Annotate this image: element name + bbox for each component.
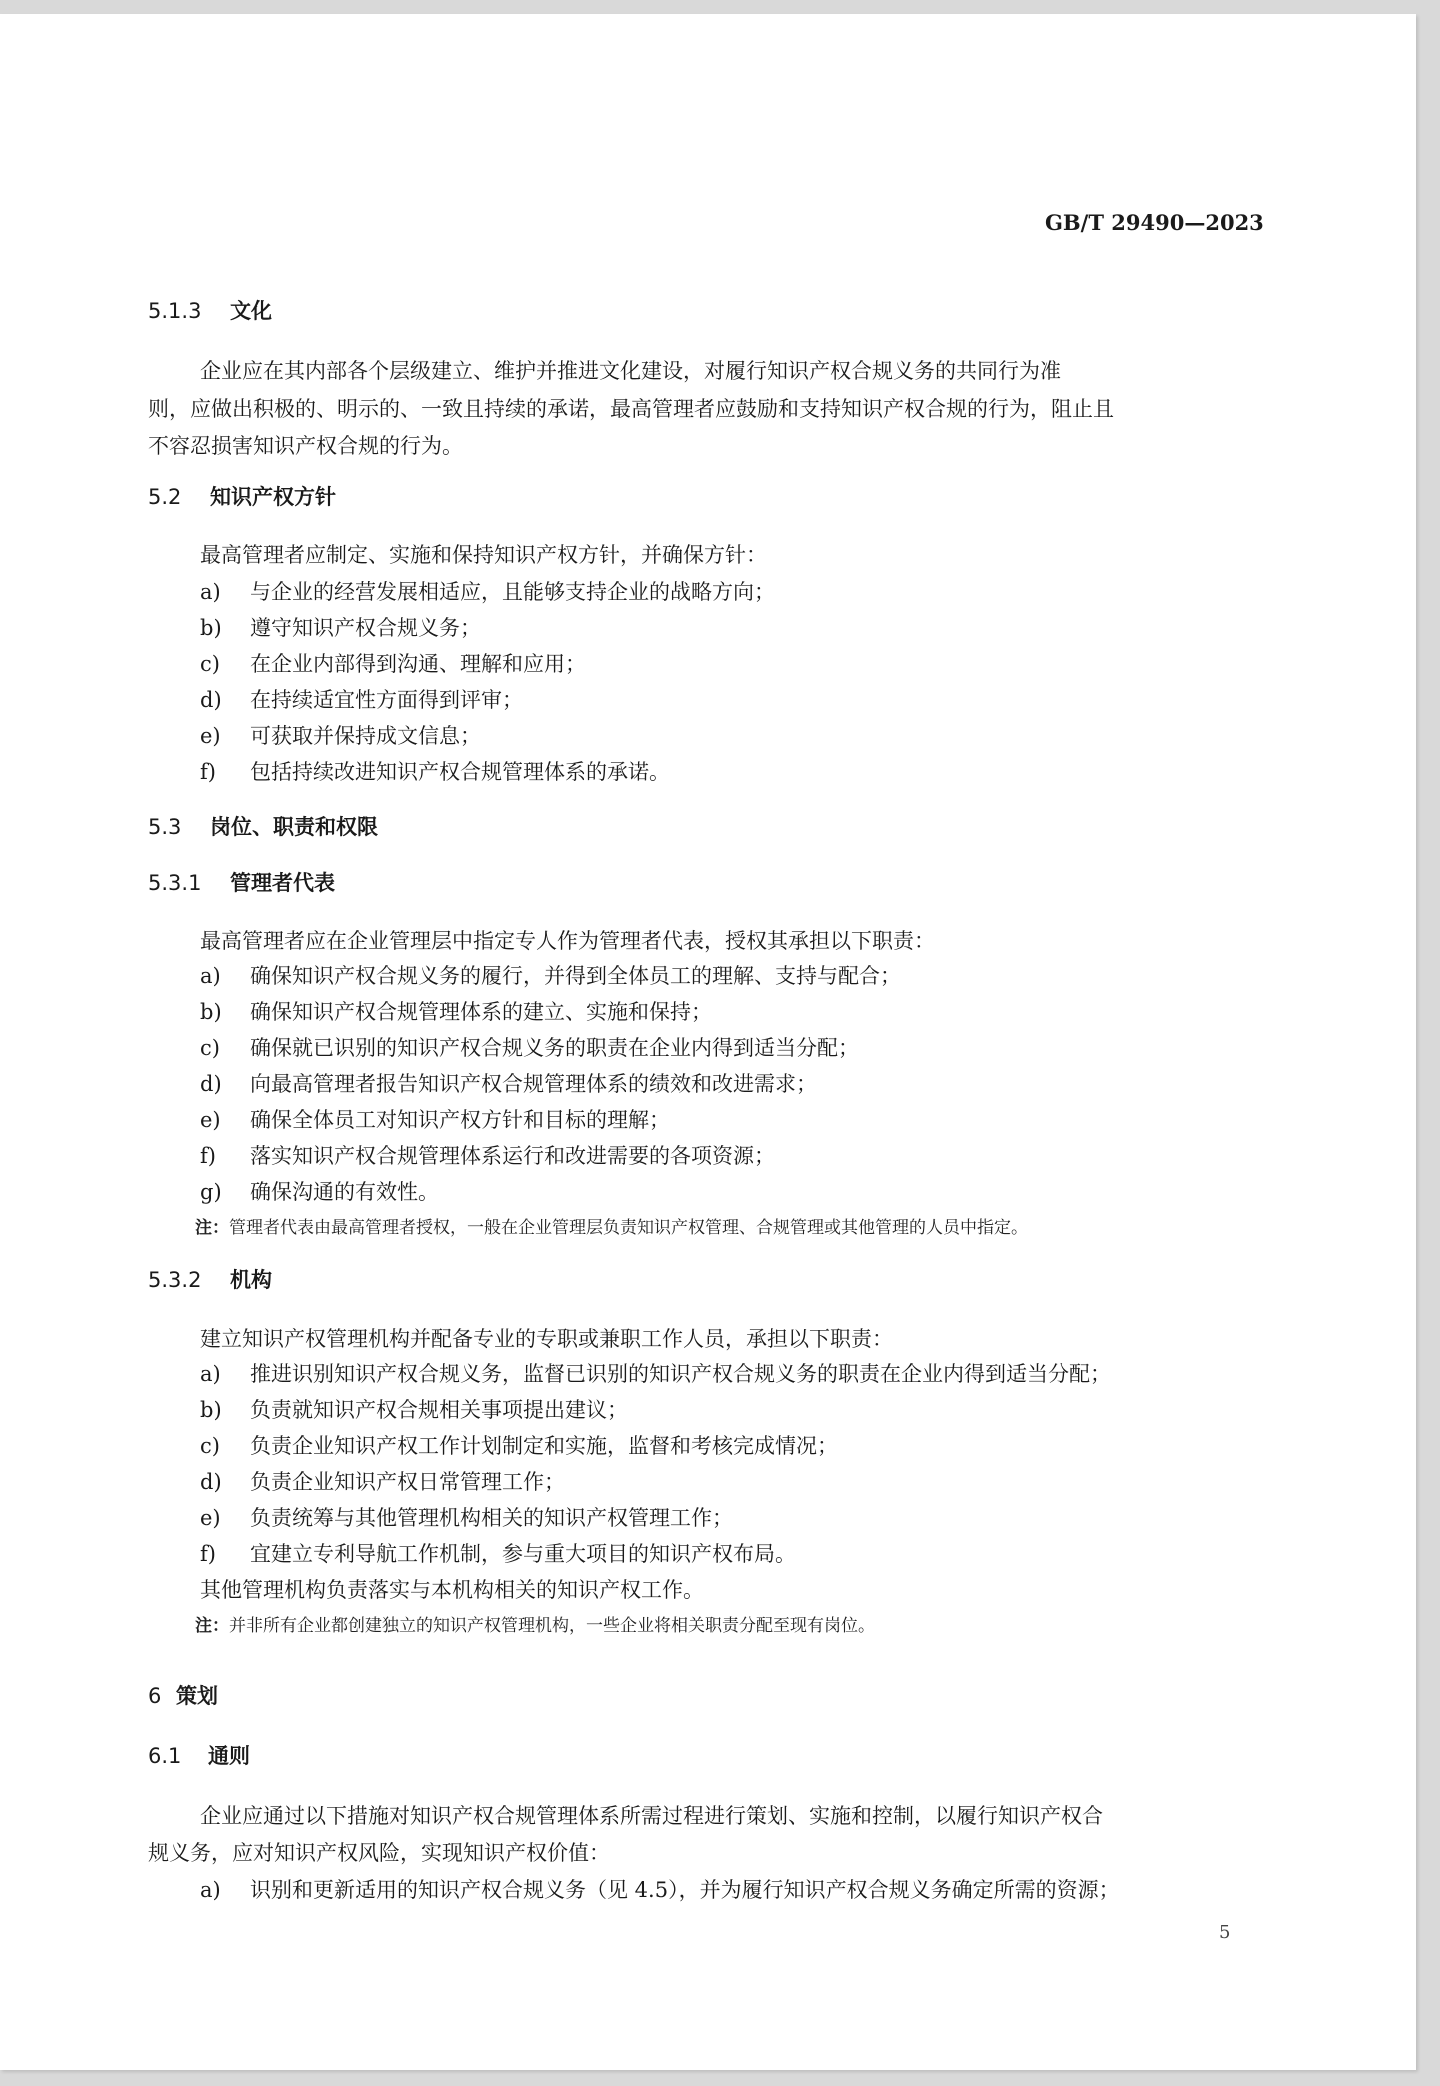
list-text: 与企业的经营发展相适应，且能够支持企业的战略方向； bbox=[250, 580, 775, 604]
section-title: 策划 bbox=[176, 1684, 218, 1708]
list-letter: a) bbox=[200, 580, 221, 604]
list-letter: f) bbox=[200, 760, 216, 784]
list-letter: f) bbox=[200, 1542, 216, 1566]
list-text: 推进识别知识产权合规义务，监督已识别的知识产权合规义务的职责在企业内得到适当分配； bbox=[250, 1362, 1111, 1386]
section-title: 岗位、职责和权限 bbox=[210, 815, 378, 839]
list-letter: e) bbox=[200, 1506, 221, 1530]
note bbox=[195, 1213, 1028, 1238]
section-number: 5.3.2 bbox=[148, 1268, 202, 1292]
section-number: 6.1 bbox=[148, 1744, 182, 1768]
list-letter: d) bbox=[200, 1072, 222, 1096]
paragraph-line: 规义务，应对知识产权风险，实现知识产权价值： bbox=[148, 1841, 610, 1865]
list-letter: e) bbox=[200, 724, 221, 748]
page-number: 5 bbox=[1219, 1922, 1231, 1943]
list-letter: c) bbox=[200, 1434, 220, 1458]
paragraph-line: 企业应在其内部各个层级建立、维护并推进文化建设，对履行知识产权合规义务的共同行为准 bbox=[200, 359, 1061, 383]
list-letter: b) bbox=[200, 1000, 222, 1024]
list-item bbox=[200, 996, 712, 1026]
note-label: 注： bbox=[195, 1616, 229, 1636]
list-letter: a) bbox=[200, 1878, 221, 1902]
list-text: 确保沟通的有效性。 bbox=[250, 1180, 439, 1204]
list-letter: f) bbox=[200, 1144, 216, 1168]
section-heading-6 bbox=[148, 1680, 218, 1710]
section-heading-5-3-1 bbox=[148, 867, 335, 897]
paragraph-line: 最高管理者应制定、实施和保持知识产权方针，并确保方针： bbox=[200, 543, 767, 567]
list-text: 确保知识产权合规义务的履行，并得到全体员工的理解、支持与配合； bbox=[250, 964, 901, 988]
section-number: 5.3.1 bbox=[148, 871, 202, 895]
list-text: 确保知识产权合规管理体系的建立、实施和保持； bbox=[250, 1000, 712, 1024]
list-letter: c) bbox=[200, 652, 220, 676]
note-text: 并非所有企业都创建独立的知识产权管理机构，一些企业将相关职责分配至现有岗位。 bbox=[229, 1616, 875, 1636]
section-title: 文化 bbox=[230, 299, 272, 323]
list-item bbox=[200, 1104, 670, 1134]
section-number: 5.2 bbox=[148, 485, 182, 509]
list-item bbox=[200, 1502, 733, 1532]
list-text: 负责统筹与其他管理机构相关的知识产权管理工作； bbox=[250, 1506, 733, 1530]
section-heading-5-3-2 bbox=[148, 1264, 272, 1294]
list-item bbox=[200, 1538, 796, 1568]
list-text: 在企业内部得到沟通、理解和应用； bbox=[250, 652, 586, 676]
section-heading-5-1-3 bbox=[148, 295, 272, 325]
section-heading-6-1 bbox=[148, 1740, 250, 1770]
paragraph-line: 企业应通过以下措施对知识产权合规管理体系所需过程进行策划、实施和控制，以履行知识产权合 bbox=[200, 1804, 1103, 1828]
section-title: 管理者代表 bbox=[230, 871, 335, 895]
list-text: 落实知识产权合规管理体系运行和改进需要的各项资源； bbox=[250, 1144, 775, 1168]
section-number: 6 bbox=[148, 1684, 162, 1708]
list-text: 遵守知识产权合规义务； bbox=[250, 616, 481, 640]
list-item bbox=[200, 1358, 1111, 1388]
list-letter: g) bbox=[200, 1180, 222, 1204]
list-letter: d) bbox=[200, 1470, 222, 1494]
list-text: 识别和更新适用的知识产权合规义务（见 4.5），并为履行知识产权合规义务确定所需的资源； bbox=[250, 1878, 1120, 1902]
list-text: 确保就已识别的知识产权合规义务的职责在企业内得到适当分配； bbox=[250, 1036, 859, 1060]
paragraph-line: 不容忍损害知识产权合规的行为。 bbox=[148, 434, 463, 458]
list-item bbox=[200, 684, 523, 714]
list-letter: e) bbox=[200, 1108, 221, 1132]
list-text: 可获取并保持成文信息； bbox=[250, 724, 481, 748]
list-item bbox=[200, 1032, 859, 1062]
list-letter: a) bbox=[200, 1362, 221, 1386]
list-item bbox=[200, 1394, 628, 1424]
list-letter: a) bbox=[200, 964, 221, 988]
list-text: 宜建立专利导航工作机制，参与重大项目的知识产权布局。 bbox=[250, 1542, 796, 1566]
list-text: 负责企业知识产权日常管理工作； bbox=[250, 1470, 565, 1494]
list-item bbox=[200, 1466, 565, 1496]
paragraph-line: 最高管理者应在企业管理层中指定专人作为管理者代表，授权其承担以下职责： bbox=[200, 929, 935, 953]
list-text: 包括持续改进知识产权合规管理体系的承诺。 bbox=[250, 760, 670, 784]
list-letter: c) bbox=[200, 1036, 220, 1060]
list-item bbox=[200, 1140, 775, 1170]
list-item bbox=[200, 648, 586, 678]
section-number: 5.3 bbox=[148, 815, 182, 839]
list-text: 确保全体员工对知识产权方针和目标的理解； bbox=[250, 1108, 670, 1132]
list-item bbox=[200, 1430, 838, 1460]
list-letter: d) bbox=[200, 688, 222, 712]
document-page bbox=[0, 14, 1416, 2070]
section-title: 通则 bbox=[208, 1744, 250, 1768]
list-item bbox=[200, 1068, 817, 1098]
section-number: 5.1.3 bbox=[148, 299, 202, 323]
note-label: 注： bbox=[195, 1218, 229, 1238]
note-text: 管理者代表由最高管理者授权，一般在企业管理层负责知识产权管理、合规管理或其他管理的人员中指定。 bbox=[229, 1218, 1028, 1238]
section-heading-5-2 bbox=[148, 481, 336, 511]
list-item bbox=[200, 1874, 1120, 1904]
list-text: 负责就知识产权合规相关事项提出建议； bbox=[250, 1398, 628, 1422]
section-title: 知识产权方针 bbox=[210, 485, 336, 509]
list-letter: b) bbox=[200, 616, 222, 640]
list-text: 负责企业知识产权工作计划制定和实施，监督和考核完成情况； bbox=[250, 1434, 838, 1458]
section-title: 机构 bbox=[230, 1268, 272, 1292]
paragraph-line: 其他管理机构负责落实与本机构相关的知识产权工作。 bbox=[200, 1578, 704, 1602]
list-item bbox=[200, 576, 775, 606]
section-heading-5-3 bbox=[148, 811, 378, 841]
list-letter: b) bbox=[200, 1398, 222, 1422]
list-item bbox=[200, 1176, 439, 1206]
list-text: 在持续适宜性方面得到评审； bbox=[250, 688, 523, 712]
list-item bbox=[200, 960, 901, 990]
list-text: 向最高管理者报告知识产权合规管理体系的绩效和改进需求； bbox=[250, 1072, 817, 1096]
note bbox=[195, 1611, 875, 1636]
list-item bbox=[200, 720, 481, 750]
paragraph-line: 则，应做出积极的、明示的、一致且持续的承诺，最高管理者应鼓励和支持知识产权合规的行为，阻止且 bbox=[148, 397, 1114, 421]
document-id: GB/T 29490—2023 bbox=[1045, 210, 1264, 235]
paragraph-line: 建立知识产权管理机构并配备专业的专职或兼职工作人员，承担以下职责： bbox=[200, 1327, 893, 1351]
list-item bbox=[200, 756, 670, 786]
list-item bbox=[200, 612, 481, 642]
